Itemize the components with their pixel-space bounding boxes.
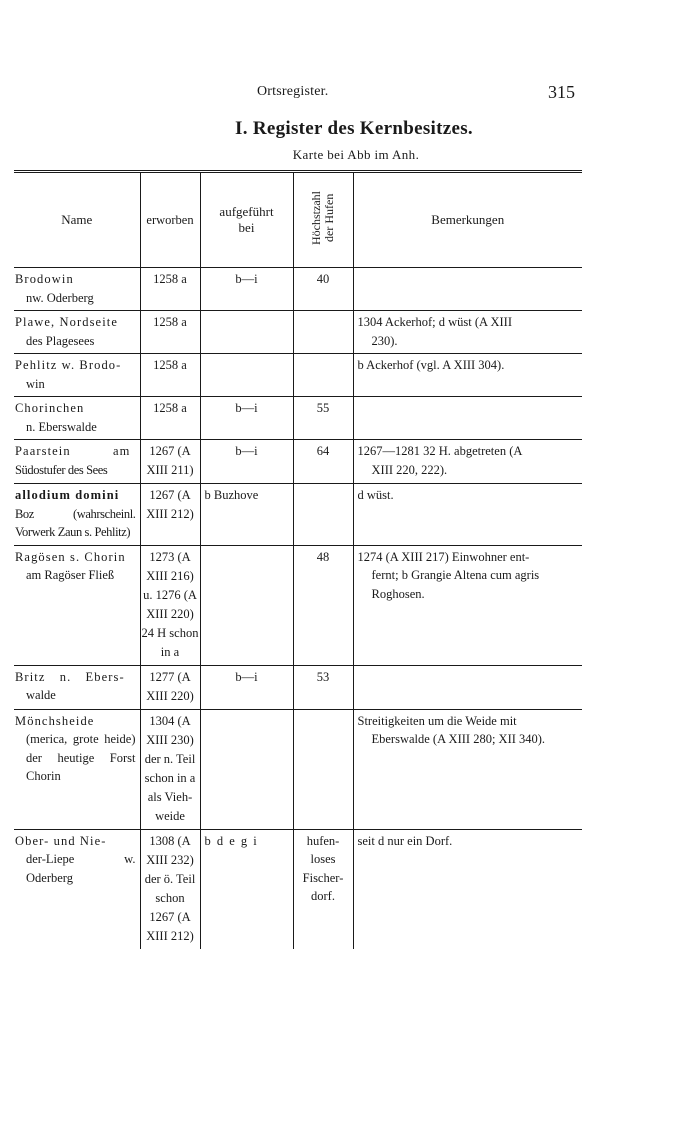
cell-name [14,440,140,484]
cell-bemerkungen [353,311,582,354]
table-row [14,354,582,397]
name-cont: walde [26,688,56,702]
cell-erworben: 1267 (A XIII 212) [140,484,200,546]
cell-hufen: 53 [293,665,353,709]
table-row [14,440,582,484]
cell-hufen [293,484,353,546]
page-header [0,84,700,106]
cell-erworben: 1258 a [140,354,200,397]
cell-erworben: 1258 a [140,268,200,311]
cell-erworben: 1267 (A XIII 211) [140,440,200,484]
table-row [14,268,582,311]
bemerkung-cont: 230). [371,333,398,348]
cell-aufgefuehrt: b—i [200,440,293,484]
name-line1: Ober- und Nie- [15,833,107,848]
name-line1: Pehlitz w. Brodo- [15,358,122,372]
cell-name [14,665,140,709]
cell-aufgefuehrt: b—i [200,665,293,709]
name-line1: Brodowin [15,272,74,286]
cell-name [14,268,140,311]
column-header-hufen-line1: Höchstzahl [309,191,323,245]
name-cont: n. Eberswalde [26,419,97,434]
cell-bemerkungen [353,440,582,484]
cell-name [14,354,140,397]
register-table [14,170,582,949]
name-line1: Paarstein am [15,444,131,458]
cell-hufen [293,354,353,397]
table-row [14,829,582,949]
cell-bemerkungen [353,397,582,440]
cell-aufgefuehrt [200,354,293,397]
column-header-aufgefuehrt: aufgeführt bei [200,172,293,268]
cell-bemerkungen [353,709,582,829]
running-head: Ortsregister. [257,84,329,99]
cell-hufen [293,311,353,354]
name-cont: Boz (wahrscheinl. Vorwerk Zaun s. Pehlitz) [15,506,136,539]
cell-erworben: 1308 (A XIII 232) der ö. Teil schon 1267 (A XIII 212) [140,829,200,949]
name-cont: am Ragöser Fließ [26,568,115,582]
bemerkung-cont: Eberswalde (A XIII 280; XII 340). [371,732,546,746]
cell-name [14,545,140,665]
cell-aufgefuehrt [200,545,293,665]
table-row [14,484,582,546]
column-header-hufen [293,172,353,268]
table-row [14,311,582,354]
name-line1: Ragösen s. Chorin [15,549,126,564]
cell-bemerkungen [353,545,582,665]
cell-aufgefuehrt [200,311,293,354]
cell-aufgefuehrt: b Buzhove [200,484,293,546]
table-row [14,709,582,829]
cell-hufen: 48 [293,545,353,665]
column-header-name: Name [14,172,140,268]
name-line1: Chorinchen [15,401,85,415]
cell-erworben: 1258 a [140,397,200,440]
cell-aufgefuehrt [200,709,293,829]
bemerkung-line1: 1304 Ackerhof; d wüst (A XIII [357,315,512,329]
section-title: I. Register des Kernbesitzes. [235,118,473,139]
name-cont: Südostufer des Sees [15,462,108,477]
column-header-hufen-line2: der Hufen [322,193,336,243]
bemerkung-line1: d wüst. [357,488,394,502]
cell-aufgefuehrt: b—i [200,268,293,311]
cell-aufgefuehrt: b—i [200,397,293,440]
cell-aufgefuehrt: b d e g i [200,829,293,949]
bemerkung-line1: 1274 (A XIII 217) Einwohner ent- [357,549,530,564]
cell-name [14,311,140,354]
table-row [14,545,582,665]
cell-bemerkungen [353,268,582,311]
name-line1: Mönchsheide [15,713,95,728]
column-header-hufen-label [310,191,336,245]
page-number: 315 [548,82,575,102]
bemerkung-line1: b Ackerhof (vgl. A XIII 304). [357,358,505,372]
bemerkung-line1: Streitigkeiten um die Weide mit [357,713,517,728]
cell-erworben: 1258 a [140,311,200,354]
cell-bemerkungen [353,829,582,949]
cell-erworben: 1304 (A XIII 230) der n. Teil schon in a als Vieh-weide [140,709,200,829]
name-cont: win [26,376,45,391]
cell-bemerkungen [353,354,582,397]
bemerkung-cont: fernt; b Grangie Altena cum agris Roghosen. [371,568,540,601]
name-line1: Plawe, Nordseite [15,315,118,329]
cell-bemerkungen [353,665,582,709]
bemerkung-cont: XIII 220, 222). [371,462,448,477]
cell-name [14,709,140,829]
cell-hufen: 64 [293,440,353,484]
cell-name [14,829,140,949]
bemerkung-line1: seit d nur ein Dorf. [357,833,453,848]
cell-erworben: 1273 (A XIII 216) u. 1276 (A XIII 220) 24 H schon in a [140,545,200,665]
cell-name [14,397,140,440]
table-header-row [14,172,582,268]
cell-hufen: 55 [293,397,353,440]
cell-erworben: 1277 (A XIII 220) [140,665,200,709]
cell-hufen [293,709,353,829]
cell-hufen: hufen-loses Fischer-dorf. [293,829,353,949]
table-row [14,397,582,440]
table-row [14,665,582,709]
section-subtitle: Karte bei Abb im Anh. [292,147,420,162]
name-cont: nw. Oderberg [26,290,94,305]
name-cont: (merica, grote heide) der heutige Forst Chorin [26,732,136,783]
column-header-erworben: erworben [140,172,200,268]
name-line1: Britz n. Ebers- [15,669,125,684]
name-cont: der-Liepe w. Oderberg [26,852,136,885]
cell-hufen: 40 [293,268,353,311]
bemerkung-line1: 1267—1281 32 H. abgetreten (A [357,444,523,458]
cell-name [14,484,140,546]
name-line1: allodium domini [15,488,120,502]
name-cont: des Plagesees [26,333,95,348]
cell-bemerkungen [353,484,582,546]
column-header-bemerkungen: Bemerkungen [353,172,582,268]
